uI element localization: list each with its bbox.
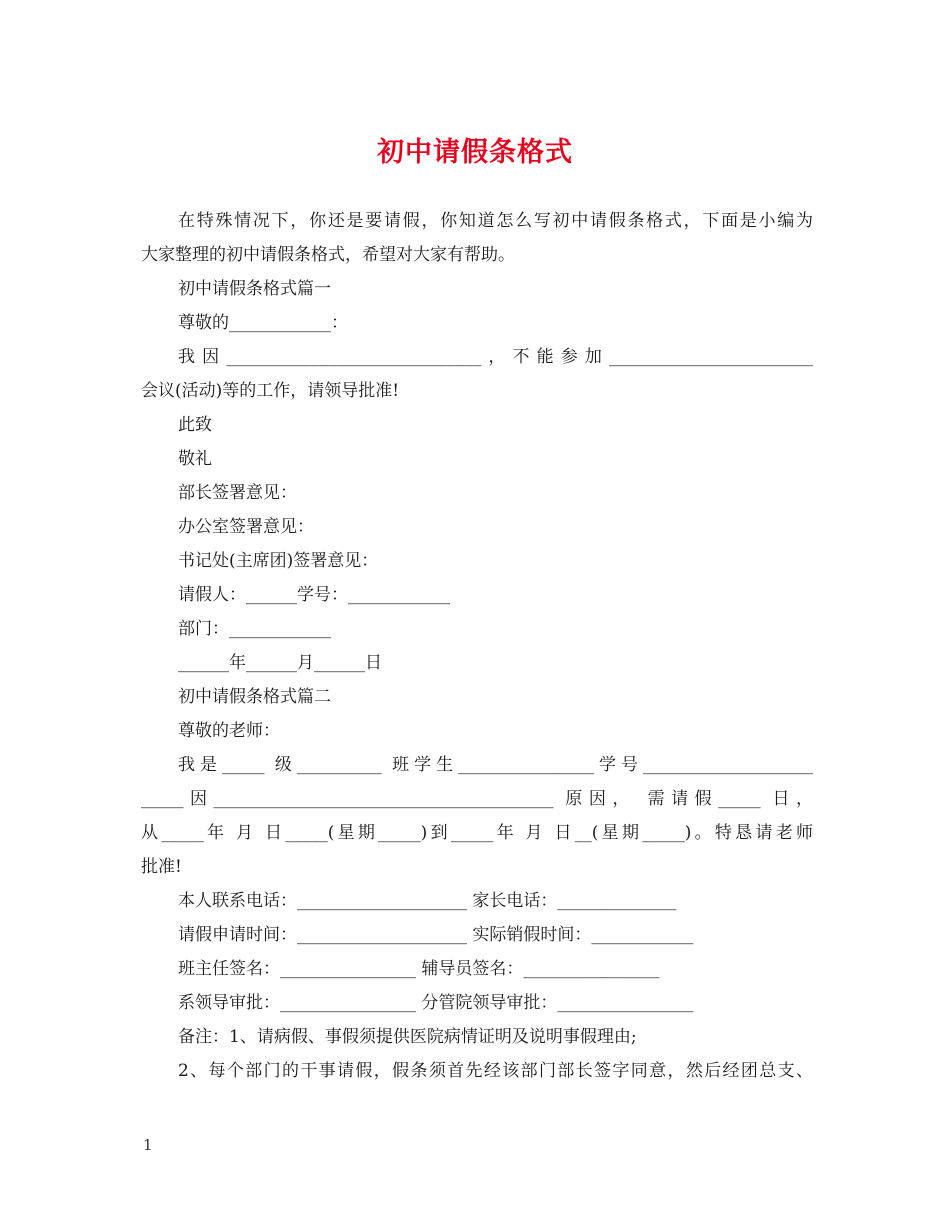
paragraph-line: 从_____年 月 日_____(星期_____)到_____年 月 日__(星期_____)。特恳请老师 (141, 823, 813, 843)
paragraph-line: 书记处(主席团)签署意见： (178, 551, 379, 571)
paragraph-line: ______年______月______日 (178, 653, 382, 673)
paragraph-line: 部门：____________ (178, 619, 331, 639)
paragraph-line: _____因________________________________________ 原因， 需请假_____ 日， (141, 789, 813, 809)
paragraph-line: 本人联系电话：____________________ 家长电话：______________ (178, 891, 677, 911)
paragraph-line: 大家整理的初中请假条格式，希望对大家有帮助。 (141, 245, 515, 265)
paragraph-line: 此致 (178, 415, 212, 435)
paragraph-line: 2、每个部门的干事请假，假条须首先经该部门部长签字同意，然后经团总支、 (178, 1061, 813, 1081)
paragraph-line: 尊敬的____________： (178, 313, 348, 333)
document-title: 初中请假条格式 (377, 137, 573, 168)
paragraph-line: 请假人：______学号：____________ (178, 585, 450, 605)
page-number: 1 (143, 1136, 153, 1154)
paragraph-line: 请假申请时间：____________________ 实际销假时间：____________ (178, 925, 694, 945)
paragraph-line: 系领导审批：________________ 分管院领导审批：________________ (178, 993, 694, 1013)
paragraph-line: 我是_____ 级__________ 班学生________________学号____________________ (178, 755, 813, 775)
paragraph-line: 办公室签署意见： (178, 517, 314, 537)
paragraph-line: 班主任签名：________________ 辅导员签名：________________ (178, 959, 660, 979)
paragraph-line: 敬礼 (178, 449, 212, 469)
paragraph-line: 尊敬的老师： (178, 721, 280, 741)
paragraph-line: 备注：1、请病假、事假须提供医院病情证明及说明事假理由; (178, 1027, 637, 1047)
paragraph-line: 初中请假条格式篇一 (178, 279, 331, 299)
paragraph-line: 我因______________________________，不能参加________________________ (178, 347, 813, 367)
paragraph-line: 会议(活动)等的工作，请领导批准! (141, 381, 400, 401)
paragraph-line: 初中请假条格式篇二 (178, 687, 331, 707)
document-body (141, 204, 813, 1088)
paragraph-line: 部长签署意见： (178, 483, 297, 503)
paragraph-line: 批准! (141, 857, 182, 877)
paragraph-line: 在特殊情况下，你还是要请假，你知道怎么写初中请假条格式，下面是小编为 (178, 211, 813, 231)
